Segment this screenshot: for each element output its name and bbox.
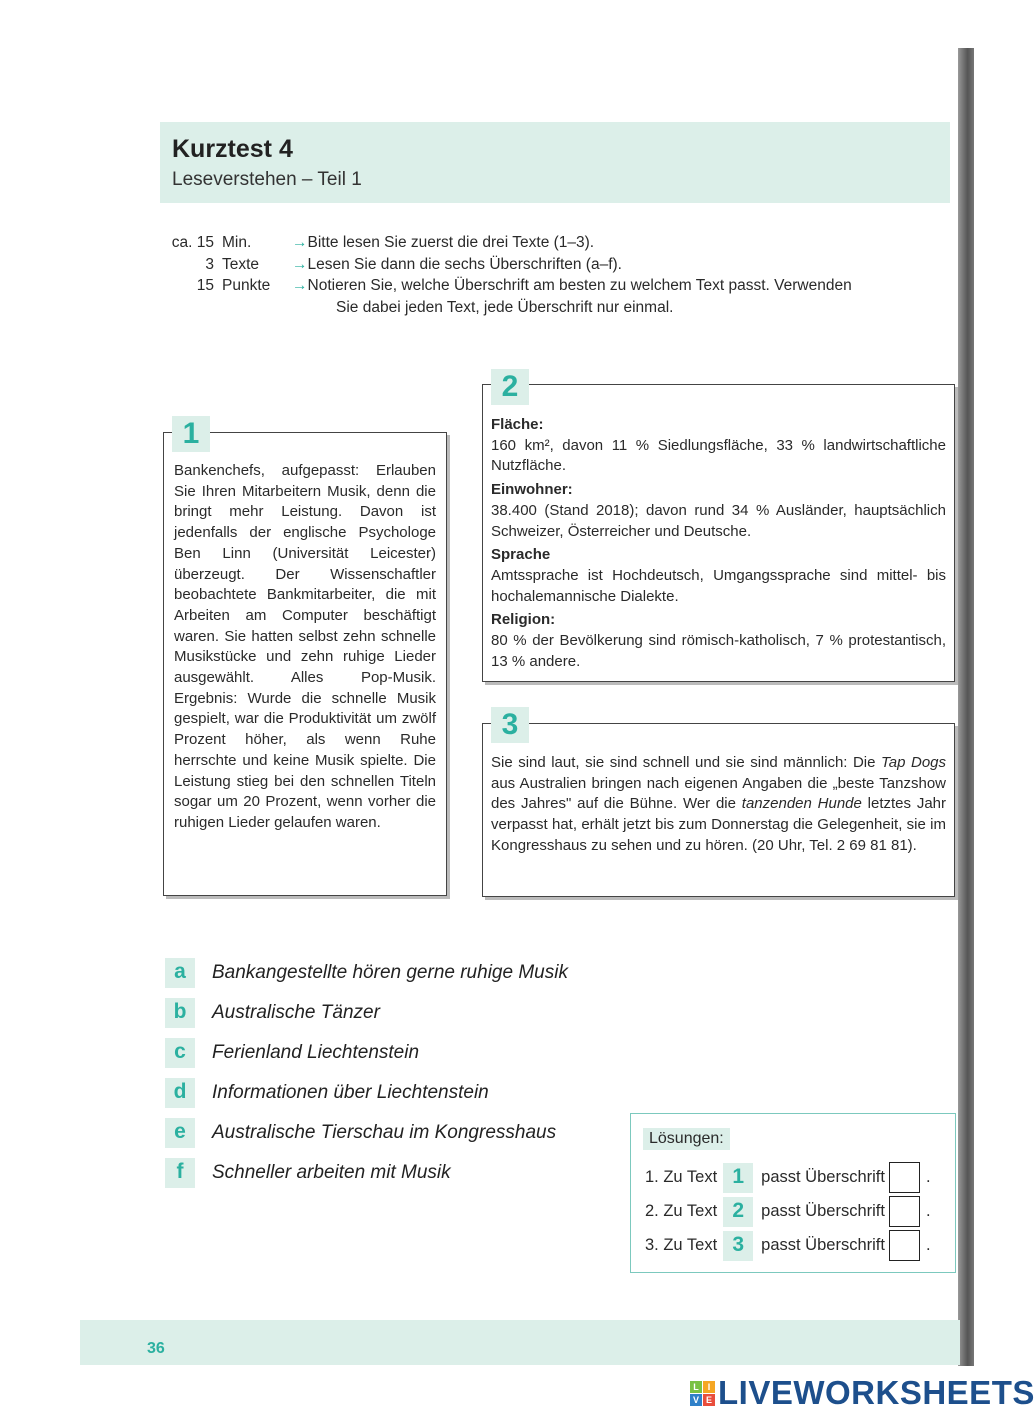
book-spine-shadow [958,48,974,1366]
solution-row [645,1162,931,1193]
solution-text-number: 3 [723,1231,753,1261]
heading-letter: f [165,1158,195,1188]
heading-item [165,1073,568,1113]
text-3-number: 3 [491,707,529,743]
section-label: Fläche: [491,416,544,433]
amount: 15 [196,277,214,294]
logo-icon [690,1381,715,1406]
text-2-box [482,384,955,682]
answer-input-3[interactable] [889,1230,920,1261]
section-text: Amtssprache ist Hochdeutsch, Umgangssprache sind mittel- bis hochalemannische Dialekte. [491,566,946,605]
period: . [925,1202,931,1220]
heading-item [165,1033,568,1073]
text-part: Sie sind laut, sie sind schnell und sie sind männlich: Die [491,754,881,771]
heading-text: Australische Tierschau im Kongresshaus [212,1122,557,1143]
solutions-box [630,1113,956,1273]
heading-text: Ferienland Liechtenstein [212,1042,420,1063]
heading-item [165,1113,568,1153]
heading-text: Informationen über Liechtenstein [212,1082,489,1103]
solution-suffix: passt Überschrift [761,1236,885,1254]
solution-suffix: passt Überschrift [761,1168,885,1186]
logo-letter: I [703,1381,715,1393]
answer-input-1[interactable] [889,1162,920,1193]
section-text: 38.400 (Stand 2018); davon rund 34 % Ausländer, hauptsächlich Schweizer, Österreicher und Deutsche. [491,501,946,540]
solution-text-number: 1 [723,1163,753,1193]
section-text: 160 km², davon 11 % Siedlungsfläche, 33 % landwirtschaftliche Nutzfläche. [491,436,946,475]
unit: Min. [222,234,252,251]
text-3-body [491,753,946,857]
headings-list [165,953,568,1193]
amount: 3 [205,255,214,273]
page-title: Kurztest 4 [172,135,293,163]
text-italic: tanzenden Hunde [741,795,862,813]
heading-item [165,1153,568,1193]
heading-text: Schneller arbeiten mit Musik [212,1162,451,1183]
heading-text: Bankangestellte hören gerne ruhige Musik [212,962,568,983]
solution-prefix: 3. Zu Text [645,1236,718,1254]
logo-letter: V [690,1394,702,1406]
instructions [162,232,852,318]
logo-letter: L [690,1381,702,1393]
text-3-box [482,723,955,897]
text-2-number: 2 [491,369,529,405]
heading-letter: d [165,1078,195,1108]
solution-row [645,1230,931,1261]
text-1-number: 1 [172,416,210,452]
liveworksheets-logo [690,1374,1035,1412]
logo-letter: E [703,1394,715,1406]
text-1-body: Bankenchefs, aufgepasst: Erlauben Sie Ihren Mitarbeitern Musik, denn die bringt mehr Leistung. Davon ist jedenfalls der englische Psychologe Ben Linn (Universität Leicester) überzeugt. Der Wissenschaftler beobachtete Bankmitarbeiter, die mit Arbeiten am Computer beschäftigt waren. Sie hatten selbst zehn schnelle Musikstücke und zehn ruhige Lieder ausgewählt. Alles Pop-Musik. Ergebnis: Wurde die schnelle Musik gespielt, war die Produktivität um zwölf Prozent höher, als wenn Ruhe herrschte und keine Musik spielte. Die Leistung stieg bei den schnellen Titeln sogar um 20 Prozent, wenn vorher die ruhigen Lieder gelaufen waren. [174,462,436,831]
heading-text: Australische Tänzer [212,1002,380,1023]
text-part: letztes Jahr verpasst hat, erhält jetzt bis zum Donnerstag die Gelegenheit, sie im Kongresshaus zu sehen und zu hören. (20 Uhr, Tel. 2 69 81 81). [491,795,947,854]
heading-item [165,993,568,1033]
heading-item [165,953,568,993]
period: . [925,1168,931,1186]
text-1-box [163,432,447,896]
heading-letter: b [165,998,195,1028]
answer-input-2[interactable] [889,1196,920,1227]
instruction-text-cont: Sie dabei jeden Text, jede Überschrift nur einmal. [336,298,674,316]
solution-suffix: passt Überschrift [761,1202,885,1220]
logo-text: LIVEWORKSHEETS [718,1374,1035,1411]
unit: Texte [222,255,260,273]
instruction-text: Lesen Sie dann die sechs Überschriften (a–f). [307,255,622,273]
page-number: 36 [147,1340,165,1357]
section-text: 80 % der Bevölkerung sind römisch-katholisch, 7 % protestantisch, 13 % andere. [491,632,946,670]
page-subtitle: Leseverstehen – Teil 1 [172,169,362,190]
arrow-icon: → [292,277,308,294]
footer-band [80,1320,960,1365]
solutions-label: Lösungen: [643,1128,730,1150]
instruction-text: Bitte lesen Sie zuerst die drei Texte (1–3). [307,234,595,251]
period: . [925,1236,931,1254]
solution-text-number: 2 [723,1197,753,1227]
arrow-icon: → [292,255,308,273]
solution-prefix: 2. Zu Text [645,1202,718,1220]
section-label: Einwohner: [491,481,573,499]
amount: ca. 15 [171,234,214,251]
text-italic: Tap Dogs [881,754,946,771]
heading-letter: a [165,958,195,988]
heading-letter: e [165,1118,195,1148]
text-part: aus Australien bringen nach eigenen Angaben die „beste Tanzshow des Jahres" auf die Bühne. Wer die [491,774,946,813]
arrow-icon: → [292,234,308,251]
section-label: Religion: [491,611,556,629]
instruction-text: Notieren Sie, welche Überschrift am besten zu welchem Text passt. Verwenden [307,277,852,294]
unit: Punkte [222,277,271,294]
heading-letter: c [165,1038,195,1068]
solution-row [645,1196,931,1227]
section-label: Sprache [491,546,551,564]
solution-prefix: 1. Zu Text [645,1168,718,1186]
